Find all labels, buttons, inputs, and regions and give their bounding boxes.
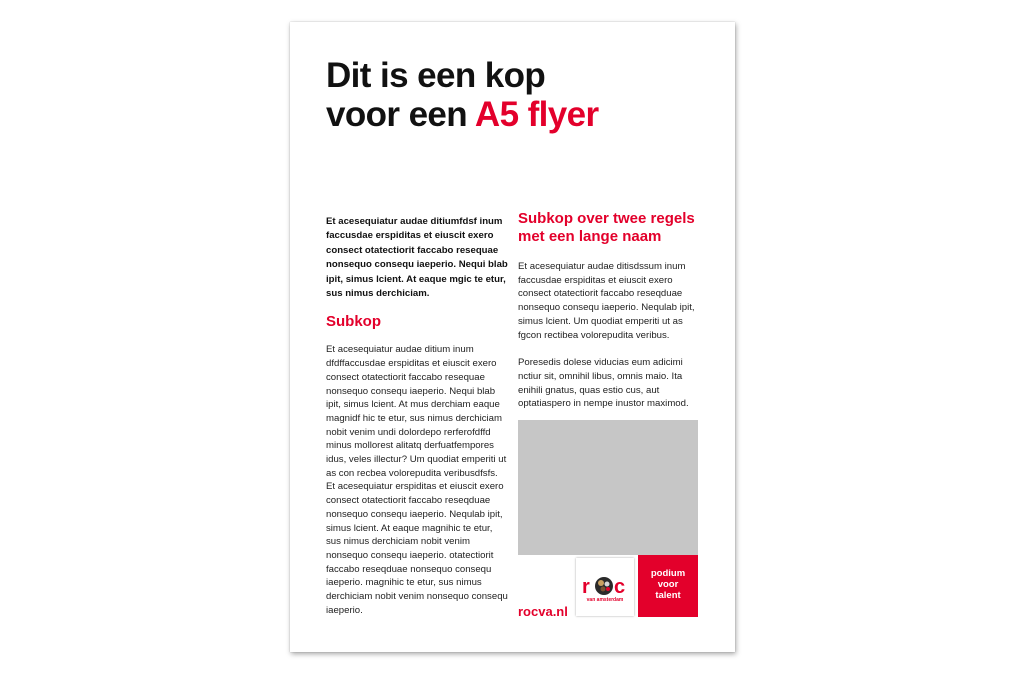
right-body-text-1: Et acesequiatur audae ditisdssum inum faccusdae erspiditas et eiuscit exero consect otatectiorit faccabo reseqduae nonsequo consequ iaeperio. Nequlab ipit, simus lcient. Um quodiat emperiti ut as fgcon rectibea volorepudita veribus. [518,261,695,341]
intro-paragraph: Et acesequiatur audae ditiumfdsf inum faccusdae erspiditas et eiuscit exero consect otatectiorit faccabo resequae nonsequo consequ iaeperio. Nequi blab ipit, simus lcient. At eaque mgic te etur, sus nimus derchiciam. [326,216,508,300]
podium-text: podium voor talent [650,568,686,601]
podium-badge [638,555,698,617]
image-placeholder [518,420,698,555]
left-column [326,215,508,618]
headline [326,56,599,134]
right-subhead: Subkop over twee regels met een lange naam [518,210,695,245]
svg-text:r: r [582,576,590,598]
website-url[interactable]: rocva.nl [518,604,568,619]
flyer-page [290,22,735,652]
logo-subtext: van amsterdam [586,597,624,603]
right-body-text-2: Poresedis dolese viducias eum adicimi nctiur sit, omnihil libus, omnis maio. Ita enihili gnatus, quas estio cus, aut optatiaspero in nempe inustor maximod. [518,357,689,410]
headline-line-1: Dit is een kop [326,56,546,95]
right-column [518,210,700,411]
left-subhead: Subkop [326,313,381,331]
headline-highlight: A5 flyer [474,95,599,134]
left-body-text: Et acesequiatur audae ditium inum dfdffaccusdae erspiditas et eiuscit exero consect otatectiorit faccabo resequae nonsequo consequ iaeperio. Nequi blab ipit, simus lcient. At mus derchiam eaque magnidf hic te etur, sus nimus derchiciam nobit venim undi dolordepo rerferofdffd minus mollorest alitatq derfuatfempores idus, veles illectur? Um quodiat emperiti ut as con recbea volorepudita veribusdfsfs. Et acesequiatur erspiditas et eiuscit exero consect otatectiorit faccabo reseqduae nonsequo consequ iaeperio. Nequlab ipit, simus lcient. At eaque magnihic te etur, sus nimus derchiciam nobit venim nonsequo consequ iaeperio. otatectiorit faccabo reseqduae nonsequo consequ iaeperio. magnihic te etur, sus nimus derchiciam nobit venim nonsequo consequ iaeperio. [326,344,508,616]
roc-logo [576,558,634,616]
svg-text:c: c [614,576,626,598]
roc-logo-icon [576,558,634,616]
headline-line-2: voor een [326,95,475,134]
